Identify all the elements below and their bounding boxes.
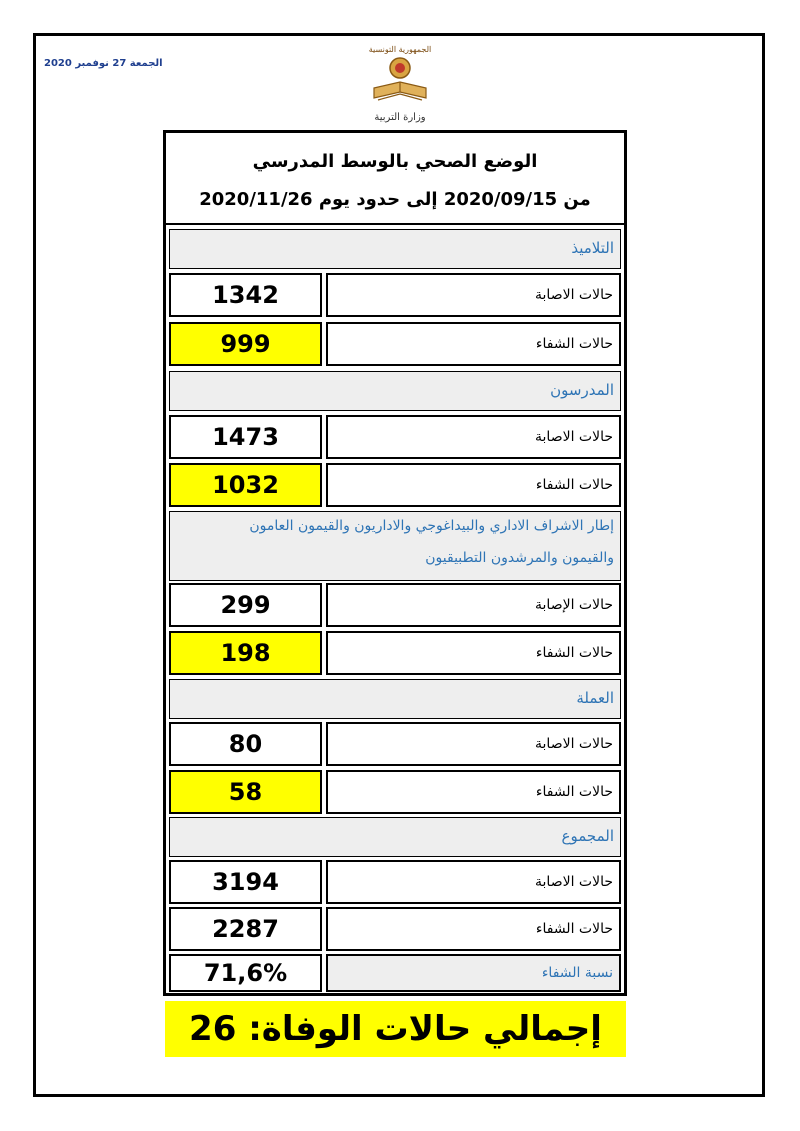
report-date: الجمعة 27 نوفمبر 2020 [44,58,163,69]
section-heading: العملة [576,689,614,707]
table-row [169,322,621,366]
row-label: حالات الشفاء [326,631,621,675]
teachers-infections-value: 1473 [169,415,322,459]
table-row [169,954,621,992]
table-row [169,907,621,951]
row-label: حالات الشفاء [326,463,621,507]
title-line-2: من 2020/09/15 إلى حدود يوم 2020/11/26 [199,189,591,210]
row-label: حالات الإصابة [326,583,621,627]
section-teachers [169,371,621,411]
row-label: حالات الاصابة [326,860,621,904]
logo-top-text: الجمهورية التونسية [368,45,432,54]
total-infections-value: 3194 [169,860,322,904]
teachers-recoveries-value: 1032 [169,463,322,507]
workers-infections-value: 80 [169,722,322,766]
section-heading: المجموع [561,827,614,845]
row-label: حالات الاصابة [326,415,621,459]
section-heading: المدرسون [550,381,614,399]
row-label: نسبة الشفاء [326,954,621,992]
staff-recoveries-value: 198 [169,631,322,675]
table-row [169,583,621,627]
students-recoveries-value: 999 [169,322,322,366]
row-label: حالات الاصابة [326,722,621,766]
table-title [166,133,624,225]
section-heading-line-1: إطار الاشراف الاداري والبيداغوجي والاداريون والقيمون العامون [249,518,614,534]
section-heading-line-2: والقيمون والمرشدون التطبيقيون [425,550,614,566]
section-workers [169,679,621,719]
title-line-1: الوضع الصحي بالوسط المدرسي [252,151,538,172]
health-status-table [163,130,627,996]
table-row [169,463,621,507]
table-row [169,273,621,317]
row-label: حالات الشفاء [326,322,621,366]
section-students [169,229,621,269]
ministry-logo [364,45,436,131]
recovery-rate-value: 71,6% [169,954,322,992]
table-row [169,860,621,904]
staff-infections-value: 299 [169,583,322,627]
row-label: حالات الشفاء [326,907,621,951]
total-recoveries-value: 2287 [169,907,322,951]
table-row [169,770,621,814]
book-emblem-icon [370,54,430,106]
row-label: حالات الشفاء [326,770,621,814]
total-deaths-banner: إجمالي حالات الوفاة: 26 [165,1001,626,1057]
row-label: حالات الاصابة [326,273,621,317]
workers-recoveries-value: 58 [169,770,322,814]
students-infections-value: 1342 [169,273,322,317]
section-staff [169,511,621,581]
section-heading: التلاميذ [571,239,614,257]
table-row [169,631,621,675]
logo-bottom-text: وزارة التربية [374,112,426,123]
table-row [169,722,621,766]
table-row [169,415,621,459]
section-total [169,817,621,857]
